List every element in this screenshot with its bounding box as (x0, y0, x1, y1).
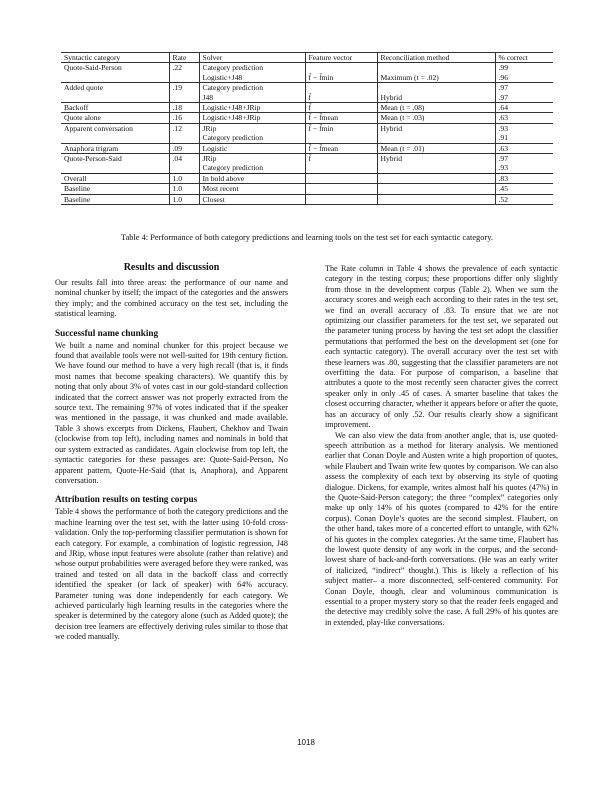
table-cell-rate: 1.0 (169, 173, 199, 183)
table-cell-solver: Logistic+J48+JRip (199, 113, 305, 123)
table-cell-category: Quote-Said-Person (61, 63, 169, 73)
table-cell-correct: .64 (495, 103, 553, 113)
literary-analysis-paragraph: We can also view the data from another angle, that is, use quoted-speech attribution as a method for literary analysis. We mentioned earlier that Conan Doyle and Austen write a high proportion of quotes, while Flaubert and Twain write few quotes by comparison. We can also assess the complexity of each text by observing its style of quoting dialogue. Dickens, for example, writes almost half his quotes (47%) in the Quote-Said-Person category; the three “complex” categories only make up only 14% of his quotes (compared to 42% for the entire corpus). Conan Doyle’s quotes are the second simplest. Flaubert, on the other hand, takes more of a concerted effort to untangle, with 62% of his quotes in the complex categories. At the same time, Flaubert has the lowest quote density of any work in the corpus, and the second-lowest share of back-and-forth conversations. (He was an early writer of italicized, “indirect” thought.) This is likely a reflection of his subject matter– a more disconnected, self-centered community. For Conan Doyle, though, clear and voluminous communication is essential to a proper mystery story so that the reader feels engaged and the detective may credibly solve the case. A full 29% of his quotes are in extended, play-like conversations. (325, 430, 558, 627)
table-cell-rate (169, 73, 199, 83)
table-cell-solver: Category prediction (199, 83, 305, 93)
table-cell-method (377, 173, 495, 183)
table-cell-method: Mean (t = .03) (377, 113, 495, 123)
table-cell-feature (305, 173, 377, 183)
table-cell-feature: f̄ (305, 103, 377, 113)
table-cell-category: Anaphora trigram (61, 143, 169, 153)
chunking-paragraph: We built a name and nominal chunker for this project because we found that available tools were not well-suited for 19th century fiction. We have found our method to have a very high recall (that is, it finds most names that become speaking characters). We quantify this by noting that only about 3% of votes cast in our gold-standard collection indicated that the correct answer was not properly extracted from the source text. The remaining 97% of votes indicated that if the speaker was mentioned in the passage, it was chunked and made available. Table 3 shows excerpts from Dickens, Flaubert, Chekhov and Twain (clockwise from top left), including names and nominals in bold that our system extracted as candidates. Again clockwise from top left, the syntactic categories for these passages are: Quote-Said-Person, No apparent pattern, Quote-He-Said (that is, Anaphora), and Apparent conversation. (55, 340, 288, 485)
table-cell-category (61, 163, 169, 173)
table-cell-solver: Closest (199, 194, 305, 204)
table-cell-category: Overall (61, 173, 169, 183)
table-cell-rate: .09 (169, 143, 199, 153)
table-cell-feature: f̄ − f̄min (305, 123, 377, 133)
intro-paragraph: Our results fall into three areas: the performance of our name and nominal chunker by itself; the impact of the categories and the answers they imply; and the combined accuracy on the test set, including the statistical learning. (55, 278, 288, 319)
table-cell-method (377, 194, 495, 204)
table-caption: Table 4: Performance of both category predictions and learning tools on the test set for each syntactic category. (121, 233, 493, 242)
table-row (61, 113, 553, 123)
table-cell-category: Backoff (61, 103, 169, 113)
attribution-paragraph: Table 4 shows the performance of both the category predictions and the machine learning over the test set, with the latter using 10-fold cross-validation. Only the top-performing classifier permutation is shown for each category. For example, a combination of logistic regression, J48 and JRip, whose input features were absolute (rather than relative) and whose output probabilities were averaged before they were ranked, was trained and tested on all data in the backoff class and correctly identified the speaker (or lack of speaker) with 64% accuracy. Parameter tuning was done independently for each category. We achieved particularly high learning results in the categories where the speaker is determined by the category alone (such as Added quote); the decision tree learners are effectively deriving rules similar to those that we coded manually. (55, 507, 288, 642)
table-cell-feature (305, 83, 377, 93)
table-cell-category: Added quote (61, 83, 169, 93)
header-feature: Feature vector (305, 53, 377, 63)
table-cell-category: Baseline (61, 184, 169, 194)
header-category: Syntactic category (61, 53, 169, 63)
table-cell-feature: f̄ (305, 93, 377, 103)
table-cell-rate: .19 (169, 83, 199, 93)
table-cell-feature: f̄ − f̄mean (305, 113, 377, 123)
table-cell-feature: f̄ − f̄mean (305, 143, 377, 153)
table-cell-method (377, 163, 495, 173)
table-row (61, 163, 553, 173)
table-cell-method (377, 184, 495, 194)
table-cell-category (61, 133, 169, 143)
right-column (325, 264, 558, 628)
table-row (61, 133, 553, 143)
left-column (55, 262, 288, 643)
header-method: Reconciliation method (377, 53, 495, 63)
results-table (61, 52, 553, 205)
table-cell-rate: .04 (169, 154, 199, 164)
table-cell-correct: .45 (495, 184, 553, 194)
table-cell-solver: JRip (199, 123, 305, 133)
table-cell-method: Hybrid (377, 93, 495, 103)
table-cell-category: Apparent conversation (61, 123, 169, 133)
table-cell-category (61, 93, 169, 103)
table-cell-solver: In bold above (199, 173, 305, 183)
table-row (61, 73, 553, 83)
table-cell-method (377, 83, 495, 93)
table-cell-correct: .83 (495, 173, 553, 183)
table-row (61, 123, 553, 133)
table-cell-correct: .63 (495, 113, 553, 123)
table-cell-feature: f̄ − f̄min (305, 73, 377, 83)
table-cell-rate: .22 (169, 63, 199, 73)
table-cell-feature (305, 184, 377, 194)
table-cell-rate: .16 (169, 113, 199, 123)
table-cell-correct: .63 (495, 143, 553, 153)
table-cell-rate (169, 93, 199, 103)
table-cell-feature (305, 63, 377, 73)
table-header-row (61, 53, 553, 63)
table-cell-correct: .97 (495, 93, 553, 103)
table-row (61, 83, 553, 93)
table-cell-method: Mean (t = .01) (377, 143, 495, 153)
table-row (61, 143, 553, 153)
table-cell-rate: 1.0 (169, 194, 199, 204)
table-row (61, 154, 553, 164)
table-cell-correct: .97 (495, 154, 553, 164)
table-cell-solver: Category prediction (199, 133, 305, 143)
header-correct: % correct (495, 53, 553, 63)
table-cell-feature (305, 133, 377, 143)
table-cell-correct: .93 (495, 163, 553, 173)
header-solver: Solver (199, 53, 305, 63)
table-cell-method: Hybrid (377, 154, 495, 164)
table-cell-method: Maximum (t = .02) (377, 73, 495, 83)
table-cell-method: Mean (t = .08) (377, 103, 495, 113)
subsection-title-chunking: Successful name chunking (55, 327, 159, 338)
subsection-title-attribution: Attribution results on testing corpus (55, 494, 198, 505)
table-cell-solver: Most recent (199, 184, 305, 194)
table-cell-solver: J48 (199, 93, 305, 103)
table-cell-method (377, 133, 495, 143)
rate-paragraph: The Rate column in Table 4 shows the prevalence of each syntactic category in the testing corpus; these proportions differ only slightly from those in the development corpus (Table 2). When we sum the accuracy scores and weigh each according to their rates in the test set, we find an overall accuracy of .83. To ensure that we are not optimizing our classifier parameters for the test set, we separated out the parameter tuning process by having the test set adopt the classifier permutations that performed the best on the development set (one for each syntactic category). The overall accuracy over the test set with these learners was .80, suggesting that the classifier parameters are not overfitting the data. For purpose of comparison, a baseline that attributes a quote to the most recently seen character gives the correct speaker only in only .45 of cases. A smarter baseline that takes the closest occurring character, whether it appears before or after the quote, has an accuracy of only .52. Our results clearly show a significant improvement. (325, 264, 558, 430)
table-cell-category: Quote-Person-Said (61, 154, 169, 164)
table-cell-rate (169, 133, 199, 143)
table-row (61, 173, 553, 183)
table-body (61, 63, 553, 205)
table-cell-correct: .99 (495, 63, 553, 73)
table-row (61, 93, 553, 103)
header-rate: Rate (169, 53, 199, 63)
table-cell-feature (305, 194, 377, 204)
table-cell-solver: Logistic+J48+JRip (199, 103, 305, 113)
table-cell-correct: .52 (495, 194, 553, 204)
section-title: Results and discussion (123, 262, 220, 273)
table-cell-solver: Logistic (199, 143, 305, 153)
table-cell-rate: .12 (169, 123, 199, 133)
table-cell-rate (169, 163, 199, 173)
table-cell-category: Baseline (61, 194, 169, 204)
table-cell-correct: .91 (495, 133, 553, 143)
table-cell-category: Quote alone (61, 113, 169, 123)
table-cell-correct: .96 (495, 73, 553, 83)
table-row (61, 103, 553, 113)
table-cell-feature: f̄ (305, 154, 377, 164)
table-cell-correct: .93 (495, 123, 553, 133)
table-cell-method (377, 63, 495, 73)
table-row (61, 63, 553, 73)
table-cell-feature (305, 163, 377, 173)
table-cell-category (61, 73, 169, 83)
table-cell-solver: Logistic+J48 (199, 73, 305, 83)
table-cell-solver: JRip (199, 154, 305, 164)
table-row (61, 194, 553, 204)
table-cell-method: Hybrid (377, 123, 495, 133)
table-cell-correct: .97 (495, 83, 553, 93)
table-cell-solver: Category prediction (199, 63, 305, 73)
table-row (61, 184, 553, 194)
table-cell-solver: Category prediction (199, 163, 305, 173)
table-cell-rate: .18 (169, 103, 199, 113)
page-number: 1018 (297, 738, 315, 747)
table-cell-rate: 1.0 (169, 184, 199, 194)
